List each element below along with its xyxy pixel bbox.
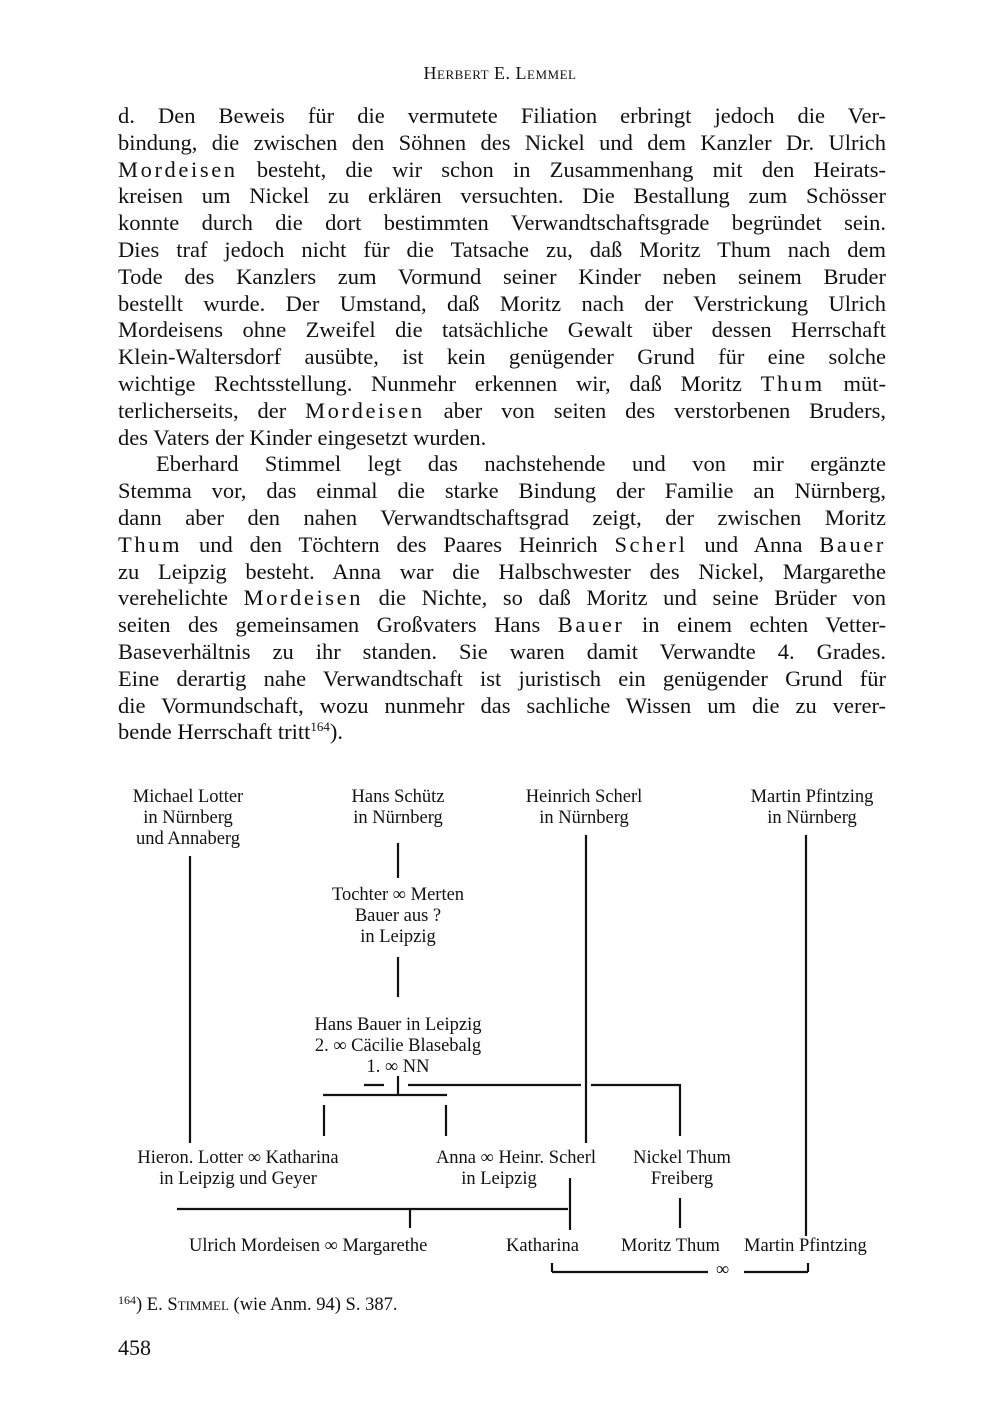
spaced-name: Thum xyxy=(760,370,825,396)
text-span: aber von seiten des verstorbenen Bruders, xyxy=(424,397,886,423)
spaced-name: Thum xyxy=(118,531,183,557)
text-line: Eberhard Stimmel legt das nachstehende und von mir ergänzte xyxy=(156,451,886,477)
text-line: Mordeisens ohne Zweifel die tatsächliche Gewalt über dessen Herrschaft xyxy=(118,317,886,343)
text-line: bindung, die zwischen den Söhnen des Nickel und dem Kanzler Dr. Ulrich xyxy=(118,129,886,155)
footnote-text: ) E. xyxy=(136,1295,168,1315)
text-line xyxy=(118,532,886,559)
text-span: besteht, die wir schon in Zusammenhang mit den Heirats- xyxy=(237,156,886,182)
text-line: Klein-Waltersdorf ausübte, ist kein genügender Grund für eine solche xyxy=(118,344,886,370)
node-michael-lotter xyxy=(98,787,278,850)
spaced-name: Mordeisen xyxy=(118,156,238,182)
text-line xyxy=(118,585,886,612)
footnote xyxy=(118,1293,397,1316)
node-line: Tochter ∞ Merten xyxy=(331,885,465,905)
text-line: Dies traf jedoch nicht für die Tatsache zu, daß Moritz Thum nach dem xyxy=(118,236,886,262)
node-katharina: Katharina xyxy=(506,1236,579,1256)
text-line xyxy=(118,157,886,184)
running-head: Herbert E. Lemmel xyxy=(423,63,577,83)
text-span: terlicherseits, der xyxy=(118,397,306,423)
spaced-name: Bauer xyxy=(557,612,625,638)
paragraph-1 xyxy=(118,103,886,451)
node-line: und Annaberg xyxy=(136,829,240,849)
node-line: in Leipzig und Geyer xyxy=(159,1169,317,1189)
text-line xyxy=(118,371,886,398)
spaced-name: Mordeisen xyxy=(305,397,425,423)
text-line xyxy=(118,719,886,746)
node-line: in Leipzig xyxy=(360,927,436,947)
node-line: Freiberg xyxy=(650,1169,714,1189)
node-line: Nickel Thum xyxy=(633,1148,731,1168)
text-line: Baseverhältnis zu ihr standen. Sie waren damit Verwandte 4. Grades. xyxy=(118,638,886,664)
node-hans-schuetz xyxy=(308,787,488,829)
text-line: d. Den Beweis für die vermutete Filiation erbringt jedoch die Ver- xyxy=(118,103,886,128)
text-line: Tode des Kanzlers zum Vormund seiner Kinder neben seinem Bruder xyxy=(118,263,886,289)
text-span: müt- xyxy=(824,370,886,396)
spaced-name: Mordeisen xyxy=(243,585,364,611)
page-number: 458 xyxy=(118,1335,151,1360)
footnote-number: 164 xyxy=(118,1293,136,1307)
text-line: Stemma vor, das einmal die starke Bindung der Familie an Nürnberg, xyxy=(118,478,886,504)
node-line: Hans Schütz xyxy=(351,787,445,807)
node-martin-pfintzing-sr xyxy=(722,787,902,829)
footnote-text: (wie Anm. 94) S. 387. xyxy=(228,1295,398,1315)
node-line: in Nürnberg xyxy=(143,808,233,828)
node-line: Martin Pfintzing xyxy=(750,787,874,807)
text-span: in einem echten Vetter- xyxy=(624,612,887,638)
text-span: verehelichte xyxy=(118,585,244,611)
text-line: des Vaters der Kinder eingesetzt wurden. xyxy=(118,424,487,450)
spaced-name: Scherl xyxy=(614,531,688,557)
text-line: Eine derartig nahe Verwandtschaft ist juristisch ein genügender Grund für xyxy=(118,665,886,691)
text-span: seiten des gemeinsamen Großvaters Hans xyxy=(118,612,558,638)
text-line xyxy=(118,398,886,425)
text-line: dann aber den nahen Verwandtschaftsgrad zeigt, der zwischen Moritz xyxy=(118,504,886,530)
node-ulrich-mordeisen: Ulrich Mordeisen ∞ Margarethe xyxy=(189,1236,428,1256)
node-line: in Nürnberg xyxy=(767,808,857,828)
main-text xyxy=(118,103,886,746)
node-line: Michael Lotter xyxy=(132,787,244,807)
node-line: in Leipzig xyxy=(461,1169,537,1189)
spaced-name: Bauer xyxy=(819,531,886,557)
node-line: in Nürnberg xyxy=(539,808,629,828)
node-line: Hans Bauer in Leipzig xyxy=(314,1015,482,1035)
footnote-ref: 164 xyxy=(310,719,330,735)
node-moritz-thum: Moritz Thum xyxy=(621,1236,720,1256)
text-span: die Nichte, so daß Moritz und seine Brüder von xyxy=(363,585,886,611)
node-line: Heinrich Scherl xyxy=(525,787,643,807)
text-span: wichtige Rechtsstellung. Nunmehr erkennen wir, daß Moritz xyxy=(118,370,761,396)
paragraph-2 xyxy=(118,451,886,746)
node-line: 2. ∞ Cäcilie Blasebalg xyxy=(314,1036,482,1056)
node-anna-scherl xyxy=(416,1148,616,1190)
text-line: die Vormundschaft, wozu nunmehr das sachliche Wissen um die zu verer- xyxy=(118,692,886,718)
text-span: ). xyxy=(329,719,344,745)
node-hieron-lotter xyxy=(108,1148,368,1190)
node-line: Hieron. Lotter ∞ Katharina xyxy=(137,1148,339,1168)
node-line: Anna ∞ Heinr. Scherl xyxy=(435,1148,597,1168)
node-nickel-thum xyxy=(622,1148,742,1190)
footnote-author: Stimmel xyxy=(167,1295,229,1315)
text-span: bende Herrschaft tritt xyxy=(118,719,311,745)
text-line: zu Leipzig besteht. Anna war die Halbschwester des Nickel, Margarethe xyxy=(118,558,886,584)
node-heinrich-scherl xyxy=(494,787,674,829)
text-line xyxy=(118,612,886,639)
text-span: und Anna xyxy=(687,531,820,557)
text-line: konnte durch die dort bestimmten Verwandtschaftsgrade begründet sein. xyxy=(118,210,886,236)
marriage-symbol: ∞ xyxy=(716,1260,730,1280)
node-line: 1. ∞ NN xyxy=(366,1057,430,1077)
node-line: in Nürnberg xyxy=(353,808,443,828)
node-line: Bauer aus ? xyxy=(354,906,442,926)
node-martin-pfintzing: Martin Pfintzing xyxy=(744,1236,867,1256)
node-hans-bauer xyxy=(288,1015,508,1078)
node-tochter-merten-bauer xyxy=(298,885,498,948)
text-line: bestellt wurde. Der Umstand, daß Moritz nach der Verstrickung Ulrich xyxy=(118,290,886,316)
text-line: kreisen um Nickel zu erklären versuchten. Die Bestallung zum Schösser xyxy=(118,183,886,209)
text-span: und den Töchtern des Paares Heinrich xyxy=(182,531,615,557)
